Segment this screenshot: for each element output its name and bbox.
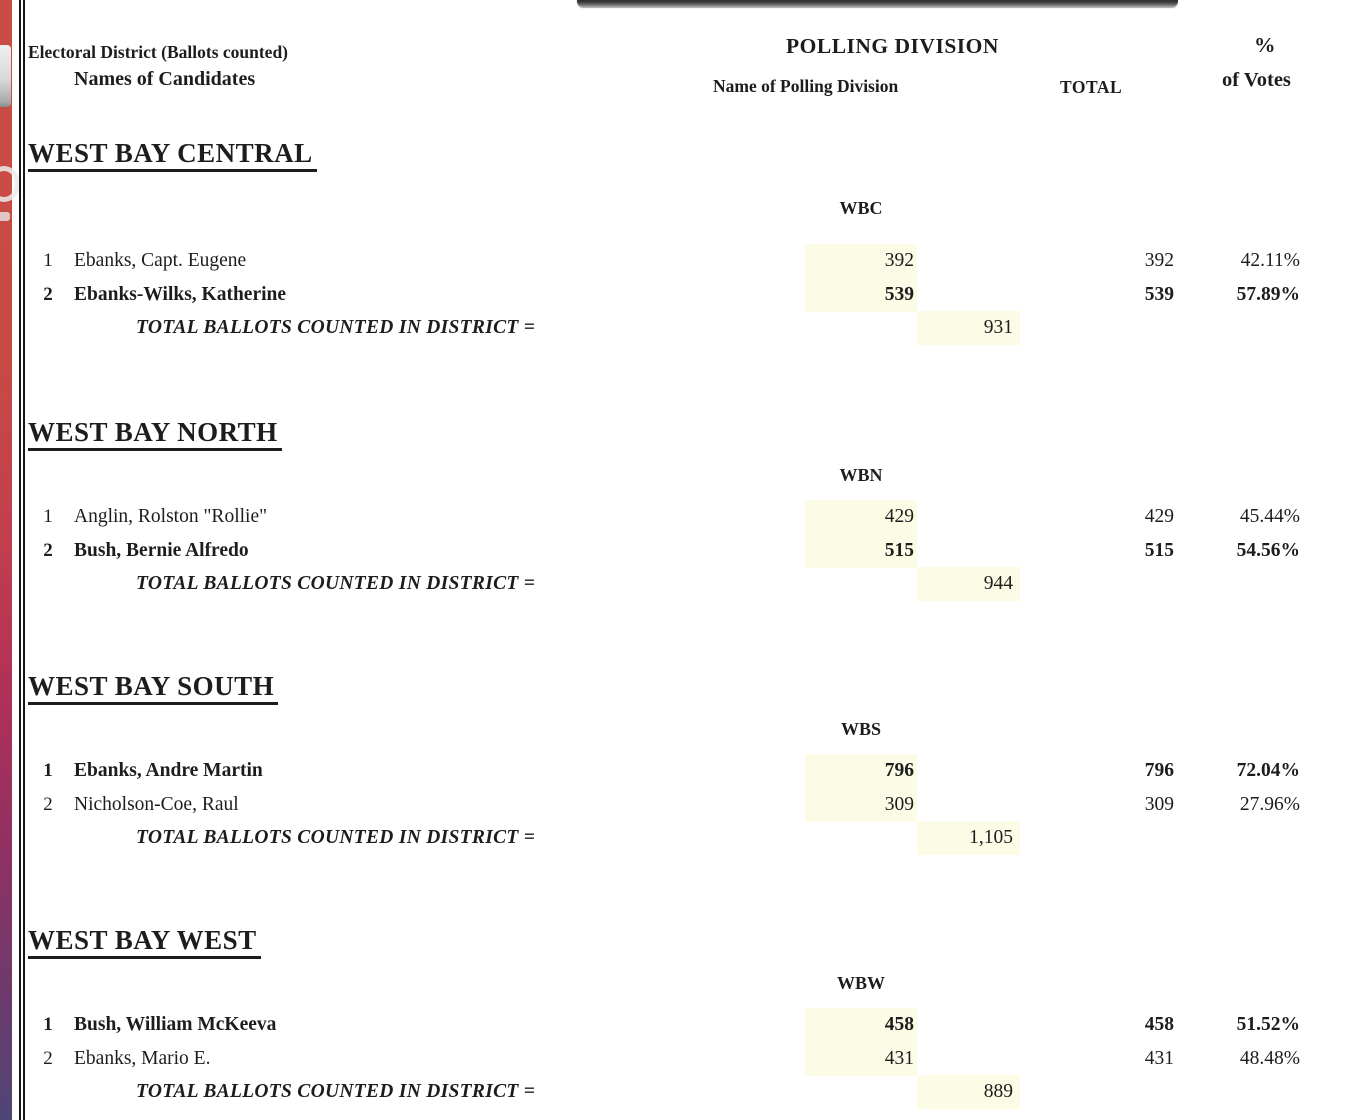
column-header-names-of-candidates: Names of Candidates xyxy=(74,68,256,90)
candidate-total-cell: 309 xyxy=(1144,794,1174,815)
candidate-number: 2 xyxy=(43,540,53,561)
candidate-row xyxy=(0,788,1354,822)
candidate-percent-cell: 54.56% xyxy=(1236,540,1300,561)
polling-division-row xyxy=(0,966,1354,1000)
candidate-votes-cell[interactable]: 429 xyxy=(805,500,917,534)
polling-division-row xyxy=(0,458,1354,492)
candidate-total-cell: 392 xyxy=(1144,250,1174,271)
candidate-percent-cell: 42.11% xyxy=(1240,250,1300,271)
candidate-total-cell: 796 xyxy=(1144,760,1174,781)
candidate-name: Nicholson-Coe, Raul xyxy=(74,794,239,815)
candidate-row xyxy=(0,534,1354,568)
polling-division-row xyxy=(0,712,1354,746)
candidate-row xyxy=(0,1042,1354,1076)
candidate-votes-cell[interactable]: 431 xyxy=(805,1042,917,1076)
candidate-percent-cell: 72.04% xyxy=(1236,760,1300,781)
candidate-number: 2 xyxy=(43,794,53,815)
candidate-total-cell: 515 xyxy=(1144,540,1174,561)
total-ballots-cell[interactable]: 931 xyxy=(917,311,1020,345)
candidate-name: Anglin, Rolston "Rollie" xyxy=(74,506,268,527)
total-ballots-label: TOTAL BALLOTS COUNTED IN DISTRICT = xyxy=(136,317,536,338)
candidate-row xyxy=(0,754,1354,788)
candidate-number: 1 xyxy=(43,1014,53,1035)
district-title: WEST BAY CENTRAL xyxy=(28,138,317,172)
candidate-name: Ebanks, Capt. Eugene xyxy=(74,250,247,271)
candidate-number: 2 xyxy=(43,1048,53,1069)
total-ballots-label: TOTAL BALLOTS COUNTED IN DISTRICT = xyxy=(136,1081,536,1102)
candidate-name: Bush, Bernie Alfredo xyxy=(74,540,249,561)
candidate-percent-cell: 27.96% xyxy=(1239,794,1300,815)
column-header-name-of-polling-division: Name of Polling Division xyxy=(713,76,899,96)
background-window-bottom-bar xyxy=(577,0,1178,7)
candidate-name: Bush, William McKeeva xyxy=(74,1014,277,1035)
candidate-total-cell: 458 xyxy=(1144,1014,1174,1035)
candidate-number: 1 xyxy=(43,506,53,527)
background-window-edge xyxy=(0,45,11,107)
district-total-row xyxy=(0,567,1354,601)
candidate-name: Ebanks-Wilks, Katherine xyxy=(74,284,287,305)
district-total-row xyxy=(0,821,1354,855)
column-header-of-votes: of Votes xyxy=(1222,69,1291,91)
candidate-total-cell: 431 xyxy=(1144,1048,1174,1069)
column-header-total: TOTAL xyxy=(1060,77,1123,97)
total-ballots-cell[interactable]: 944 xyxy=(917,567,1020,601)
candidate-total-cell: 429 xyxy=(1144,506,1174,527)
candidate-total-cell: 539 xyxy=(1144,284,1174,305)
polling-division-code: WBW xyxy=(836,973,885,993)
candidate-row xyxy=(0,1008,1354,1042)
district-title: WEST BAY WEST xyxy=(28,925,261,959)
polling-division-code: WBN xyxy=(839,465,883,485)
candidate-row xyxy=(0,278,1354,312)
candidate-votes-cell[interactable]: 539 xyxy=(805,278,917,312)
total-ballots-label: TOTAL BALLOTS COUNTED IN DISTRICT = xyxy=(136,827,536,848)
candidate-row xyxy=(0,244,1354,278)
column-header-polling-division: POLLING DIVISION xyxy=(786,34,999,58)
candidate-number: 1 xyxy=(43,250,53,271)
candidate-percent-cell: 48.48% xyxy=(1239,1048,1300,1069)
candidate-name: Ebanks, Mario E. xyxy=(74,1048,211,1069)
total-ballots-cell[interactable]: 1,105 xyxy=(917,821,1020,855)
candidate-percent-cell: 57.89% xyxy=(1236,284,1300,305)
column-header-electoral-district: Electoral District (Ballots counted) xyxy=(28,42,289,62)
district-total-row xyxy=(0,311,1354,345)
total-ballots-label: TOTAL BALLOTS COUNTED IN DISTRICT = xyxy=(136,573,536,594)
polling-division-code: WBS xyxy=(840,719,882,739)
candidate-votes-cell[interactable]: 515 xyxy=(805,534,917,568)
candidate-row xyxy=(0,500,1354,534)
district-title: WEST BAY SOUTH xyxy=(28,671,278,705)
total-ballots-cell[interactable]: 889 xyxy=(917,1075,1020,1109)
district-title: WEST BAY NORTH xyxy=(28,417,282,451)
candidate-name: Ebanks, Andre Martin xyxy=(74,760,263,781)
candidate-number: 1 xyxy=(43,760,53,781)
polling-division-row xyxy=(0,191,1354,225)
column-header-percent: % xyxy=(1254,33,1276,57)
candidate-percent-cell: 45.44% xyxy=(1239,506,1300,527)
candidate-percent-cell: 51.52% xyxy=(1236,1014,1300,1035)
polling-division-code: WBC xyxy=(839,198,883,218)
candidate-votes-cell[interactable]: 309 xyxy=(805,788,917,822)
district-total-row xyxy=(0,1075,1354,1109)
candidate-votes-cell[interactable]: 392 xyxy=(805,244,917,278)
candidate-votes-cell[interactable]: 796 xyxy=(805,754,917,788)
candidate-number: 2 xyxy=(43,284,53,305)
candidate-votes-cell[interactable]: 458 xyxy=(805,1008,917,1042)
